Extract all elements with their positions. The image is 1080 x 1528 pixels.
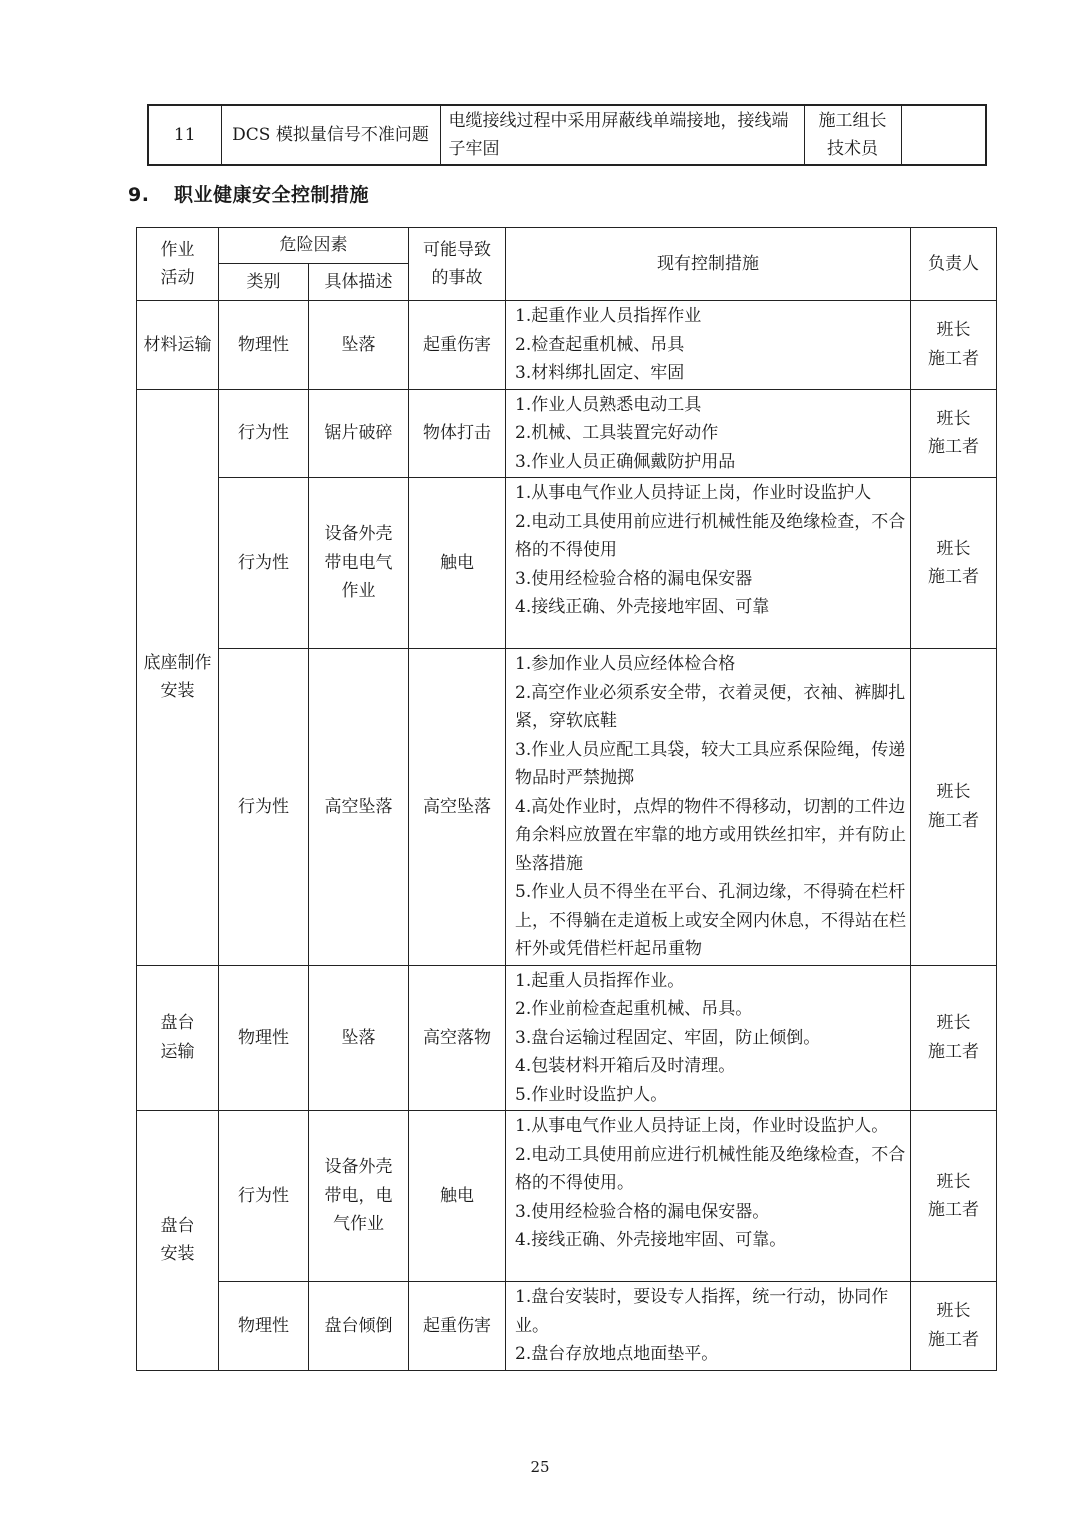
measure-item: 1.盘台安装时，要设专人指挥，统一行动，协同作业。 [515, 1287, 889, 1336]
responsible-cell [911, 301, 997, 390]
responsible-line: 施工者 [928, 1200, 979, 1220]
responsible-line: 班长 [936, 320, 971, 341]
description-cell: 锯片破碎 [309, 389, 409, 478]
measure-item: 3.作业人员正确佩戴防护用品 [515, 451, 736, 472]
measures-cell [506, 965, 911, 1111]
row-number: 11 [148, 105, 221, 165]
measure-item: 5.作业人员不得坐在平台、孔洞边缘，不得骑在栏杆上，不得躺在走道板上或安全网内休息，不得站在栏杆外或凭借栏杆起吊重物 [515, 882, 906, 959]
table-row [137, 478, 997, 649]
accident-cell: 起重伤害 [409, 301, 506, 390]
measure-item: 2.高空作业必须系安全带，衣着灵便，衣袖、裤脚扎紧，穿软底鞋 [515, 682, 906, 731]
category-cell: 行为性 [219, 1111, 309, 1282]
measure-item: 2.作业前检查起重机械、吊具。 [515, 999, 753, 1019]
table-row [137, 301, 997, 390]
responsible-line: 班长 [936, 1301, 971, 1322]
table-row [137, 965, 997, 1111]
measure-item: 4.高处作业时，点焊的物件不得移动，切割的工件边角余料应放置在牢靠的地方或用铁丝扣牢，并有防止坠落措施 [515, 796, 906, 874]
section-title: 职业健康安全控制措施 [174, 184, 370, 206]
measure-item: 3.使用经检验合格的漏电保安器。 [515, 1201, 770, 1222]
measure-item: 3.盘台运输过程固定、牢固，防止倾倒。 [515, 1027, 821, 1048]
measure-item: 2.检查起重机械、吊具 [515, 334, 685, 355]
header-row [137, 228, 997, 264]
measure-item: 1.起重作业人员指挥作业 [515, 306, 702, 326]
category-cell: 行为性 [219, 649, 309, 966]
description-cell: 设备外壳带电电气作业 [309, 478, 409, 649]
header-accident: 可能导致的事故 [409, 228, 506, 301]
issue-cell: DCS 模拟量信号不准问题 [221, 105, 440, 165]
measure-item: 1.从事电气作业人员持证上岗，作业时设监护人 [515, 483, 872, 503]
measure-item: 2.电动工具使用前应进行机械性能及绝缘检查，不合格的不得使用 [515, 511, 906, 560]
table-row [137, 649, 997, 966]
responsible-line: 班长 [936, 782, 971, 803]
accident-cell: 触电 [409, 478, 506, 649]
measure-item: 4.接线正确、外壳接地牢固、可靠 [515, 597, 770, 617]
category-cell: 物理性 [219, 1282, 309, 1371]
table-row [137, 1282, 997, 1371]
accident-cell: 高空坠落 [409, 649, 506, 966]
measures-cell [506, 301, 911, 390]
responsible-line: 班长 [936, 1171, 971, 1192]
responsible-line: 施工者 [928, 810, 979, 831]
description-cell: 高空坠落 [309, 649, 409, 966]
responsible-line: 施工组长 [818, 111, 887, 131]
responsible-line: 班长 [936, 538, 971, 559]
activity-cell: 盘台安装 [137, 1111, 219, 1371]
header-responsible: 负责人 [911, 228, 997, 301]
header-measures: 现有控制措施 [506, 228, 911, 301]
responsible-line: 施工者 [928, 1329, 979, 1350]
responsible-line: 施工者 [928, 348, 979, 369]
section-heading [128, 180, 369, 207]
responsible-line: 技术员 [827, 139, 878, 159]
measure-item: 1.参加作业人员应经体检合格 [515, 654, 736, 674]
header-description: 具体描述 [309, 264, 409, 301]
measures-cell [506, 649, 911, 966]
responsible-line: 班长 [936, 1013, 971, 1034]
description-cell: 设备外壳带电，电气作业 [309, 1111, 409, 1282]
table-row [137, 389, 997, 478]
remark-cell [901, 105, 986, 165]
responsible-line: 施工者 [928, 1041, 979, 1062]
accident-cell: 物体打击 [409, 389, 506, 478]
responsible-cell [911, 649, 997, 966]
measures-cell [506, 1282, 911, 1371]
category-cell: 行为性 [219, 478, 309, 649]
measure-item: 2.电动工具使用前应进行机械性能及绝缘检查，不合格的不得使用。 [515, 1144, 906, 1193]
table-row [148, 105, 986, 165]
measures-cell [506, 1111, 911, 1282]
responsible-line: 施工者 [928, 437, 979, 458]
category-cell: 物理性 [219, 301, 309, 390]
measure-item: 3.材料绑扎固定、牢固 [515, 363, 685, 383]
activity-cell: 盘台运输 [137, 965, 219, 1111]
responsible-cell [911, 965, 997, 1111]
safety-control-table [136, 227, 997, 1371]
measure-item: 4.包装材料开箱后及时清理。 [515, 1056, 736, 1076]
measure-cell: 电缆接线过程中采用屏蔽线单端接地，接线端子牢固 [440, 105, 804, 165]
header-hazard: 危险因素 [219, 228, 409, 264]
category-cell: 行为性 [219, 389, 309, 478]
responsible-cell [911, 1282, 997, 1371]
measures-cell [506, 478, 911, 649]
responsible-cell [911, 389, 997, 478]
measure-item: 3.作业人员应配工具袋，较大工具应系保险绳，传递物品时严禁抛掷 [515, 739, 906, 788]
measure-item: 5.作业时设监护人。 [515, 1084, 668, 1105]
measure-item: 1.从事电气作业人员持证上岗，作业时设监护人。 [515, 1116, 889, 1136]
activity-cell: 材料运输 [137, 301, 219, 390]
previous-table-row-11 [147, 104, 987, 166]
description-cell: 坠落 [309, 301, 409, 390]
page-number: 25 [530, 1458, 550, 1476]
responsible-line: 施工者 [928, 567, 979, 587]
accident-cell: 触电 [409, 1111, 506, 1282]
accident-cell: 高空落物 [409, 965, 506, 1111]
measure-item: 1.起重人员指挥作业。 [515, 970, 685, 991]
category-cell: 物理性 [219, 965, 309, 1111]
responsible-cell [911, 478, 997, 649]
table-row [137, 1111, 997, 1282]
measure-item: 1.作业人员熟悉电动工具 [515, 394, 702, 415]
responsible-cell [804, 105, 901, 165]
measure-item: 3.使用经检验合格的漏电保安器 [515, 568, 753, 589]
activity-cell: 底座制作安装 [137, 389, 219, 965]
description-cell: 坠落 [309, 965, 409, 1111]
responsible-line: 班长 [936, 408, 971, 429]
measure-item: 2.盘台存放地点地面垫平。 [515, 1344, 719, 1364]
header-category: 类别 [219, 264, 309, 301]
section-number: 9. [128, 184, 150, 206]
responsible-cell [911, 1111, 997, 1282]
accident-cell: 起重伤害 [409, 1282, 506, 1371]
header-activity: 作业活动 [137, 228, 219, 301]
measure-item: 2.机械、工具装置完好动作 [515, 423, 719, 443]
description-cell: 盘台倾倒 [309, 1282, 409, 1371]
measure-item: 4.接线正确、外壳接地牢固、可靠。 [515, 1230, 787, 1250]
measures-cell [506, 389, 911, 478]
